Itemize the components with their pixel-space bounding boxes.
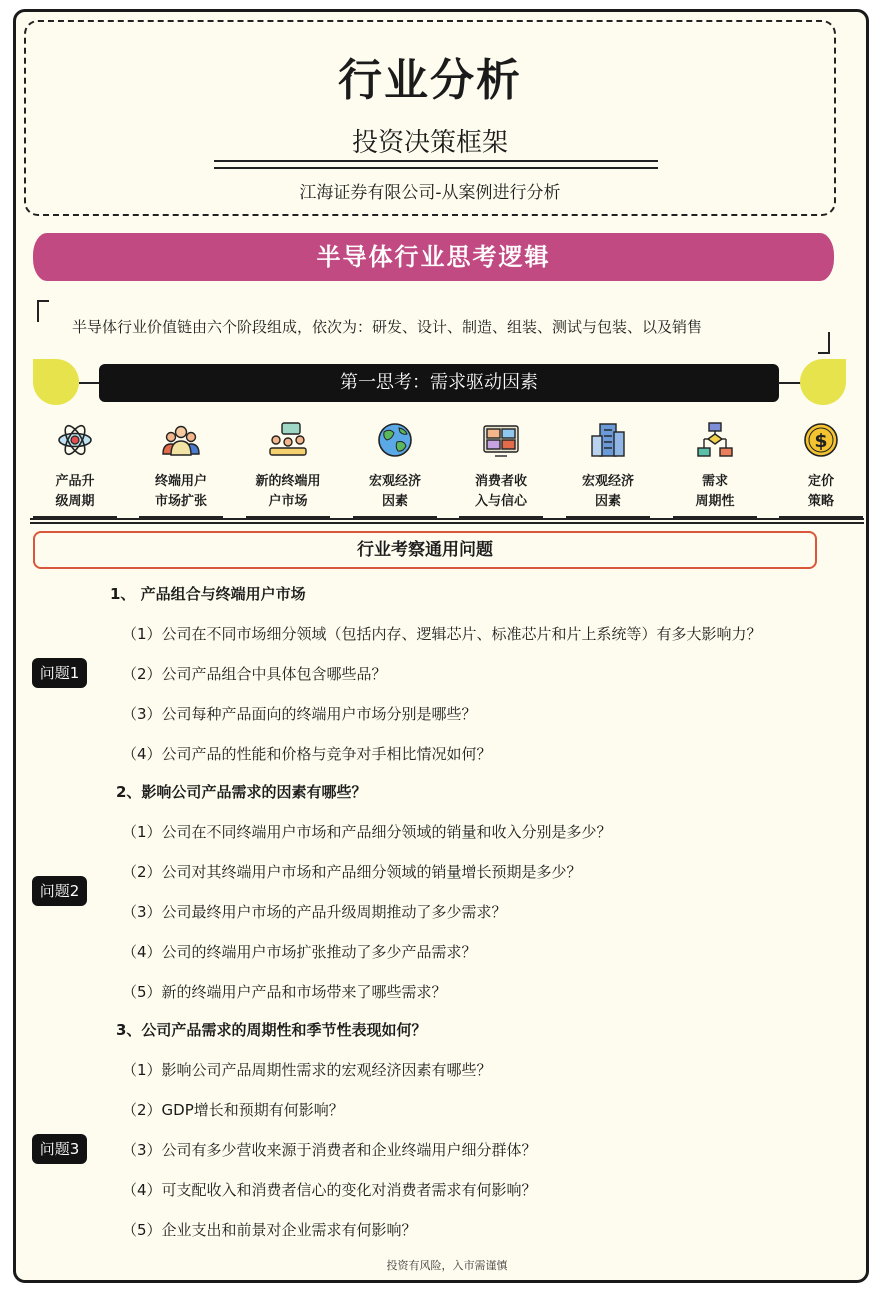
flowchart-icon <box>695 420 735 460</box>
connector-line-right <box>778 382 802 384</box>
page-subtitle: 投资决策框架 <box>351 128 508 158</box>
leaf-decoration-left <box>33 359 79 405</box>
question-item: （3）公司最终用户市场的产品升级周期推动了多少需求？ <box>122 903 507 921</box>
globe-icon <box>375 420 415 460</box>
question-item: （2）公司对其终端用户市场和产品细分领域的销量增长预期是多少？ <box>122 863 582 881</box>
factor-label: 需求 周期性 <box>695 474 735 509</box>
svg-text:$: $ <box>814 430 828 452</box>
question-item: （2）GDP增长和预期有何影响？ <box>122 1101 344 1119</box>
factor-label: 终端用户 市场扩张 <box>154 474 207 509</box>
question-item: （5）企业支出和前景对企业需求有何影响？ <box>122 1221 417 1239</box>
question-item: （1）影响公司产品周期性需求的宏观经济因素有哪些？ <box>122 1061 492 1079</box>
question-item: （3）公司有多少营收来源于消费者和企业终端用户细分群体？ <box>122 1141 537 1159</box>
question-item: （5）新的终端用户产品和市场带来了哪些需求？ <box>122 983 447 1001</box>
factor-label: 消费者收 入与信心 <box>474 474 527 509</box>
question-heading: 2、影响公司产品需求的因素有哪些？ <box>116 783 367 801</box>
first-thinking-pill: 第一思考：需求驱动因素 <box>99 364 779 402</box>
header-box <box>24 20 836 216</box>
double-divider <box>214 160 658 169</box>
leaf-decoration-right <box>800 359 846 405</box>
question-item: （4）公司产品的性能和价格与竞争对手相比情况如何？ <box>122 745 492 763</box>
users-group-icon <box>161 420 201 460</box>
question-item: （4）可支配收入和消费者信心的变化对消费者需求有何影响？ <box>122 1181 537 1199</box>
question-heading: 3、公司产品需求的周期性和季节性表现如何？ <box>116 1021 427 1039</box>
video-conference-icon <box>481 420 521 460</box>
factor-label: 宏观经济 因素 <box>581 474 634 509</box>
question-item: （1）公司在不同终端用户市场和产品细分领域的销量和收入分别是多少？ <box>122 823 612 841</box>
question-item: （4）公司的终端用户市场扩张推动了多少产品需求？ <box>122 943 477 961</box>
atom-icon <box>55 420 95 460</box>
connector-line-left <box>79 382 101 384</box>
question-badge: 问题3 <box>32 1134 87 1164</box>
dollar-coin-icon <box>801 420 841 460</box>
quote-close-mark <box>818 332 830 354</box>
question-item: （2）公司产品组合中具体包含哪些品？ <box>122 665 387 683</box>
source-line: 江海证券有限公司-从案例进行分析 <box>299 183 561 203</box>
meeting-icon <box>268 420 308 460</box>
topic-banner: 半导体行业思考逻辑 <box>33 233 834 281</box>
section-title: 行业考察通用问题 <box>33 531 817 569</box>
page-title: 行业分析 <box>338 55 522 106</box>
factor-label: 宏观经济 因素 <box>368 474 421 509</box>
factor-label: 新的终端用 户市场 <box>255 474 321 509</box>
section-divider <box>30 522 864 524</box>
question-badge: 问题2 <box>32 876 87 906</box>
factor-label: 产品升 级周期 <box>55 474 95 509</box>
office-building-icon <box>588 420 628 460</box>
factor-label: 定价 策略 <box>807 474 834 509</box>
risk-disclaimer: 投资有风险，入市需谨慎 <box>386 1259 508 1272</box>
section-divider <box>30 518 864 520</box>
question-heading: 1、 产品组合与终端用户市场 <box>110 585 306 603</box>
intro-text: 半导体行业价值链由六个阶段组成，依次为：研发、设计、制造、组装、测试与包装、以及销售 <box>72 318 703 336</box>
question-item: （1）公司在不同市场细分领域（包括内存、逻辑芯片、标准芯片和片上系统等）有多大影响力？ <box>122 625 762 643</box>
quote-open-mark <box>37 300 49 322</box>
question-badge: 问题1 <box>32 658 87 688</box>
question-item: （3）公司每种产品面向的终端用户市场分别是哪些？ <box>122 705 477 723</box>
